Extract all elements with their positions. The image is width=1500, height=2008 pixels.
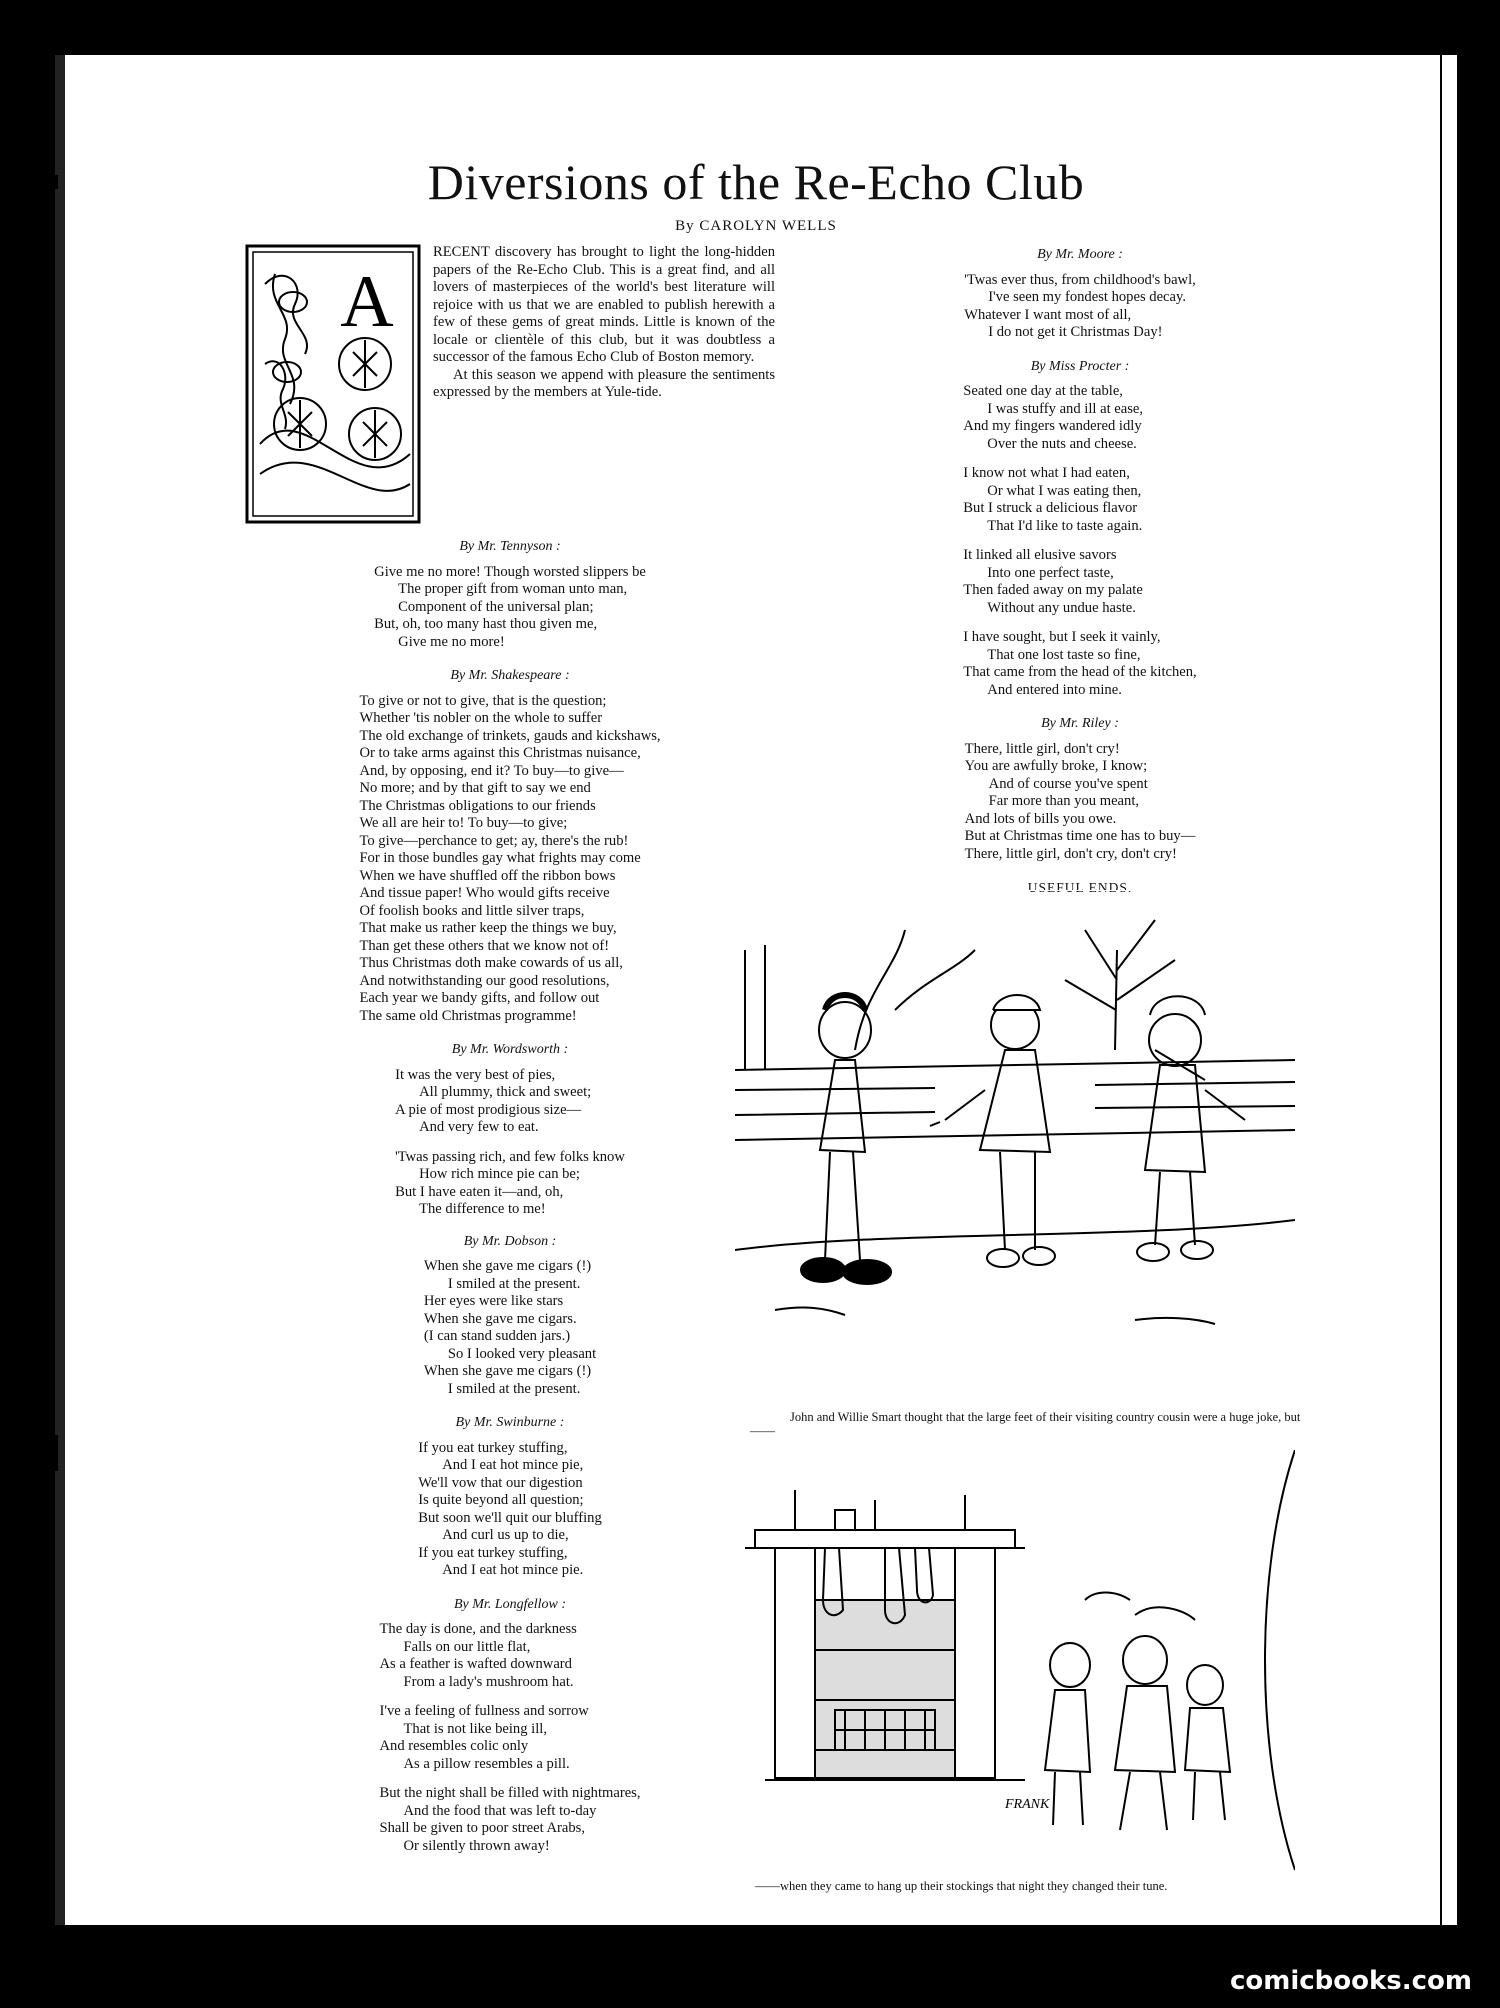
cartoon-fireplace-stockings-illustration bbox=[735, 1450, 1295, 1880]
poem-line: As a feather is wafted downward bbox=[379, 1656, 572, 1672]
poem-line: And very few to eat. bbox=[419, 1119, 539, 1135]
poem-line: As a pillow resembles a pill. bbox=[403, 1755, 570, 1772]
poem-line: Or what I was eating then, bbox=[987, 482, 1142, 499]
magazine-page bbox=[55, 55, 1457, 1925]
poem-line: But soon we'll quit our bluffing bbox=[418, 1509, 602, 1526]
poem-line: When she gave me cigars (!) bbox=[423, 1363, 592, 1379]
page-edge-line bbox=[1440, 55, 1442, 1925]
poem-line: Over the nuts and cheese. bbox=[987, 435, 1137, 452]
caption-cartoon-2: ——when they came to hang up their stockings that night they changed their tune. bbox=[755, 1879, 1168, 1893]
left-column bbox=[245, 244, 775, 1867]
poem-wordsworth bbox=[395, 1067, 625, 1231]
poem-tennyson bbox=[374, 564, 646, 652]
poem-heading-moore: By Mr. Moore : bbox=[1037, 247, 1123, 262]
poem-line: But the night shall be filled with nightmares, bbox=[379, 1785, 641, 1801]
cartoon-boys-laughing-illustration bbox=[735, 890, 1295, 1410]
poem-line: I do not get it Christmas Day! bbox=[988, 324, 1163, 340]
poem-riley bbox=[965, 741, 1196, 864]
poem-line: The day is done, and the darkness bbox=[379, 1621, 577, 1637]
poem-line: Far more than you meant, bbox=[988, 793, 1140, 809]
poem-line: Her eyes were like stars bbox=[423, 1293, 564, 1309]
poem-heading-procter: By Miss Procter : bbox=[1030, 358, 1130, 374]
poem-heading-longfellow: By Mr. Longfellow : bbox=[454, 1596, 566, 1612]
poem-line: When she gave me cigars (!) bbox=[423, 1258, 592, 1274]
poem-line: Shall be given to poor street Arabs, bbox=[379, 1820, 585, 1836]
poem-line: The difference to me! bbox=[419, 1201, 546, 1217]
poem-line: From a lady's mushroom hat. bbox=[403, 1673, 574, 1690]
poem-line: A pie of most prodigious size— bbox=[395, 1101, 582, 1118]
poem-line: You are awfully broke, I know; bbox=[964, 758, 1148, 774]
poem-line: That make us rather keep the things we buy, bbox=[359, 920, 617, 936]
scan-mark bbox=[55, 1435, 58, 1471]
poem-line: That came from the head of the kitchen, bbox=[963, 664, 1197, 680]
poem-line: Into one perfect taste, bbox=[987, 564, 1114, 581]
poem-line: The proper gift from woman unto man, bbox=[398, 581, 628, 597]
poem-swinburne bbox=[418, 1440, 602, 1580]
scan-mark bbox=[55, 175, 58, 189]
poem-moore bbox=[964, 272, 1196, 342]
poem-line: And curl us up to die, bbox=[442, 1527, 569, 1543]
poem-line: And I eat hot mince pie, bbox=[442, 1457, 584, 1473]
poem-line: The same old Christmas programme! bbox=[359, 1007, 577, 1024]
poem-line: That I'd like to taste again. bbox=[987, 517, 1143, 534]
poem-dobson bbox=[424, 1258, 596, 1398]
poem-line: The Christmas obligations to our friends bbox=[359, 797, 596, 814]
poem-line: Whether 'tis nobler on the whole to suffer bbox=[359, 710, 603, 726]
poem-line: We'll vow that our digestion bbox=[418, 1474, 583, 1491]
poem-line: And tissue paper! Who would gifts receive bbox=[359, 885, 610, 901]
poem-line: To give or not to give, that is the question; bbox=[359, 692, 607, 709]
poem-line: I've seen my fondest hopes decay. bbox=[988, 289, 1187, 305]
poem-line: Than get these others that we know not of! bbox=[359, 937, 610, 954]
poem-line: Each year we bandy gifts, and follow out bbox=[359, 990, 600, 1006]
artist-signature: FRANK bbox=[1005, 1797, 1050, 1812]
caption-cartoon-1: John and Willie Smart thought that the large feet of their visiting country cousin were a huge joke, but—— bbox=[750, 1410, 1301, 1438]
poem-line: Is quite beyond all question; bbox=[418, 1492, 584, 1508]
decorative-initial-illustration bbox=[245, 244, 421, 524]
poem-line: Give me no more! bbox=[398, 633, 505, 650]
poem-line: And I eat hot mince pie. bbox=[442, 1562, 584, 1578]
poem-line: That one lost taste so fine, bbox=[987, 646, 1141, 663]
poem-line: I have sought, but I seek it vainly, bbox=[963, 629, 1161, 645]
poem-line: For in those bundles gay what frights may come bbox=[359, 850, 641, 866]
watermark: comicbooks.com bbox=[1229, 1966, 1472, 1996]
poem-line: 'Twas passing rich, and few folks know bbox=[395, 1148, 625, 1165]
useful-ends-heading: USEFUL ENDS. bbox=[1027, 880, 1133, 895]
poem-line: It linked all elusive savors bbox=[963, 547, 1117, 563]
poem-line: But at Christmas time one has to buy— bbox=[964, 828, 1196, 844]
poem-line: I know not what I had eaten, bbox=[963, 465, 1130, 481]
poem-line: To give—perchance to get; ay, there's the rub! bbox=[359, 832, 629, 849]
poem-heading-swinburne: By Mr. Swinburne : bbox=[455, 1415, 565, 1430]
poem-line: And of course you've spent bbox=[988, 775, 1148, 792]
poem-line: Whatever I want most of all, bbox=[964, 306, 1132, 323]
poem-heading-tennyson: By Mr. Tennyson : bbox=[459, 539, 561, 554]
poem-line: (I can stand sudden jars.) bbox=[423, 1328, 571, 1344]
poem-line: Without any undue haste. bbox=[987, 599, 1136, 616]
poem-line: I was stuffy and ill at ease, bbox=[987, 400, 1144, 417]
poem-line: And the food that was left to-day bbox=[403, 1802, 597, 1819]
poem-line: How rich mince pie can be; bbox=[419, 1166, 580, 1182]
poem-line: I've a feeling of fullness and sorrow bbox=[379, 1703, 589, 1719]
poem-line: When she gave me cigars. bbox=[423, 1310, 577, 1327]
poem-line: But I have eaten it—and, oh, bbox=[395, 1183, 564, 1200]
intro-paragraph-2: At this season we append with pleasure the sentiments expressed by the members at Yule-tide. bbox=[433, 366, 775, 400]
poem-line: But, oh, too many hast thou given me, bbox=[374, 616, 598, 632]
poem-line: If you eat turkey stuffing, bbox=[418, 1544, 568, 1561]
poem-line: When we have shuffled off the ribbon bows bbox=[359, 867, 616, 884]
poem-line: Falls on our little flat, bbox=[403, 1638, 531, 1655]
initial-letter: A bbox=[340, 261, 394, 343]
poem-line: And resembles colic only bbox=[379, 1738, 529, 1754]
poem-line: There, little girl, don't cry! bbox=[964, 740, 1120, 757]
intro-paragraph-1: RECENT discovery has brought to light the long-hidden papers of the Re-Echo Club. This is a great find, and all lovers of masterpieces of the world's best literature will rejoice with us that we are enabled to publish herewith a few of these gems of great minds. Little is known of the locale or clientèle of this club, but it was doubtless a successor of the famous Echo Club of Boston memory. bbox=[433, 244, 775, 365]
poem-heading-dobson: By Mr. Dobson : bbox=[463, 1233, 557, 1249]
poem-shakespeare bbox=[359, 693, 660, 1026]
poem-line: But I struck a delicious flavor bbox=[963, 500, 1138, 516]
page-binding bbox=[55, 55, 65, 1925]
poem-line: The old exchange of trinkets, gauds and kickshaws, bbox=[359, 727, 661, 744]
byline: By CAROLYN WELLS bbox=[675, 218, 837, 234]
poem-line: Then faded away on my palate bbox=[963, 582, 1143, 598]
poem-heading-shakespeare: By Mr. Shakespeare : bbox=[450, 668, 570, 683]
poem-heading-riley: By Mr. Riley : bbox=[1041, 716, 1119, 731]
poem-procter bbox=[963, 383, 1196, 711]
poem-line: Seated one day at the table, bbox=[963, 383, 1123, 399]
poem-line: 'Twas ever thus, from childhood's bawl, bbox=[964, 271, 1196, 288]
poem-line: I smiled at the present. bbox=[447, 1275, 581, 1292]
poem-line: Or to take arms against this Christmas nuisance, bbox=[359, 745, 641, 761]
poem-line: And entered into mine. bbox=[987, 681, 1122, 698]
poem-line: And lots of bills you owe. bbox=[964, 810, 1117, 827]
poem-line: So I looked very pleasant bbox=[447, 1345, 597, 1362]
page-title: Diversions of the Re-Echo Club bbox=[427, 154, 1085, 210]
poem-line: And, by opposing, end it? To buy—to give— bbox=[359, 762, 624, 779]
poem-line: And notwithstanding our good resolutions, bbox=[359, 972, 610, 989]
poem-line: We all are heir to! To buy—to give; bbox=[359, 815, 568, 831]
poem-line: Thus Christmas doth make cowards of us all, bbox=[359, 955, 623, 971]
intro bbox=[245, 244, 775, 402]
poem-line: There, little girl, don't cry, don't cry! bbox=[964, 845, 1177, 862]
poem-line: It was the very best of pies, bbox=[395, 1066, 556, 1083]
poem-line: Give me no more! Though worsted slippers be bbox=[374, 563, 646, 580]
poem-line: Or silently thrown away! bbox=[403, 1837, 550, 1854]
right-column bbox=[845, 244, 1315, 897]
poem-line: Component of the universal plan; bbox=[398, 598, 594, 615]
poem-line: Of foolish books and little silver traps, bbox=[359, 902, 585, 919]
poem-line: That is not like being ill, bbox=[403, 1720, 547, 1737]
poem-line: All plummy, thick and sweet; bbox=[419, 1084, 592, 1100]
poem-line: No more; and by that gift to say we end bbox=[359, 780, 591, 796]
poem-line: And my fingers wandered idly bbox=[963, 418, 1142, 434]
poem-line: If you eat turkey stuffing, bbox=[418, 1439, 568, 1456]
poem-longfellow bbox=[379, 1621, 640, 1867]
poem-heading-wordsworth: By Mr. Wordsworth : bbox=[451, 1042, 569, 1057]
poem-line: I smiled at the present. bbox=[447, 1380, 581, 1397]
